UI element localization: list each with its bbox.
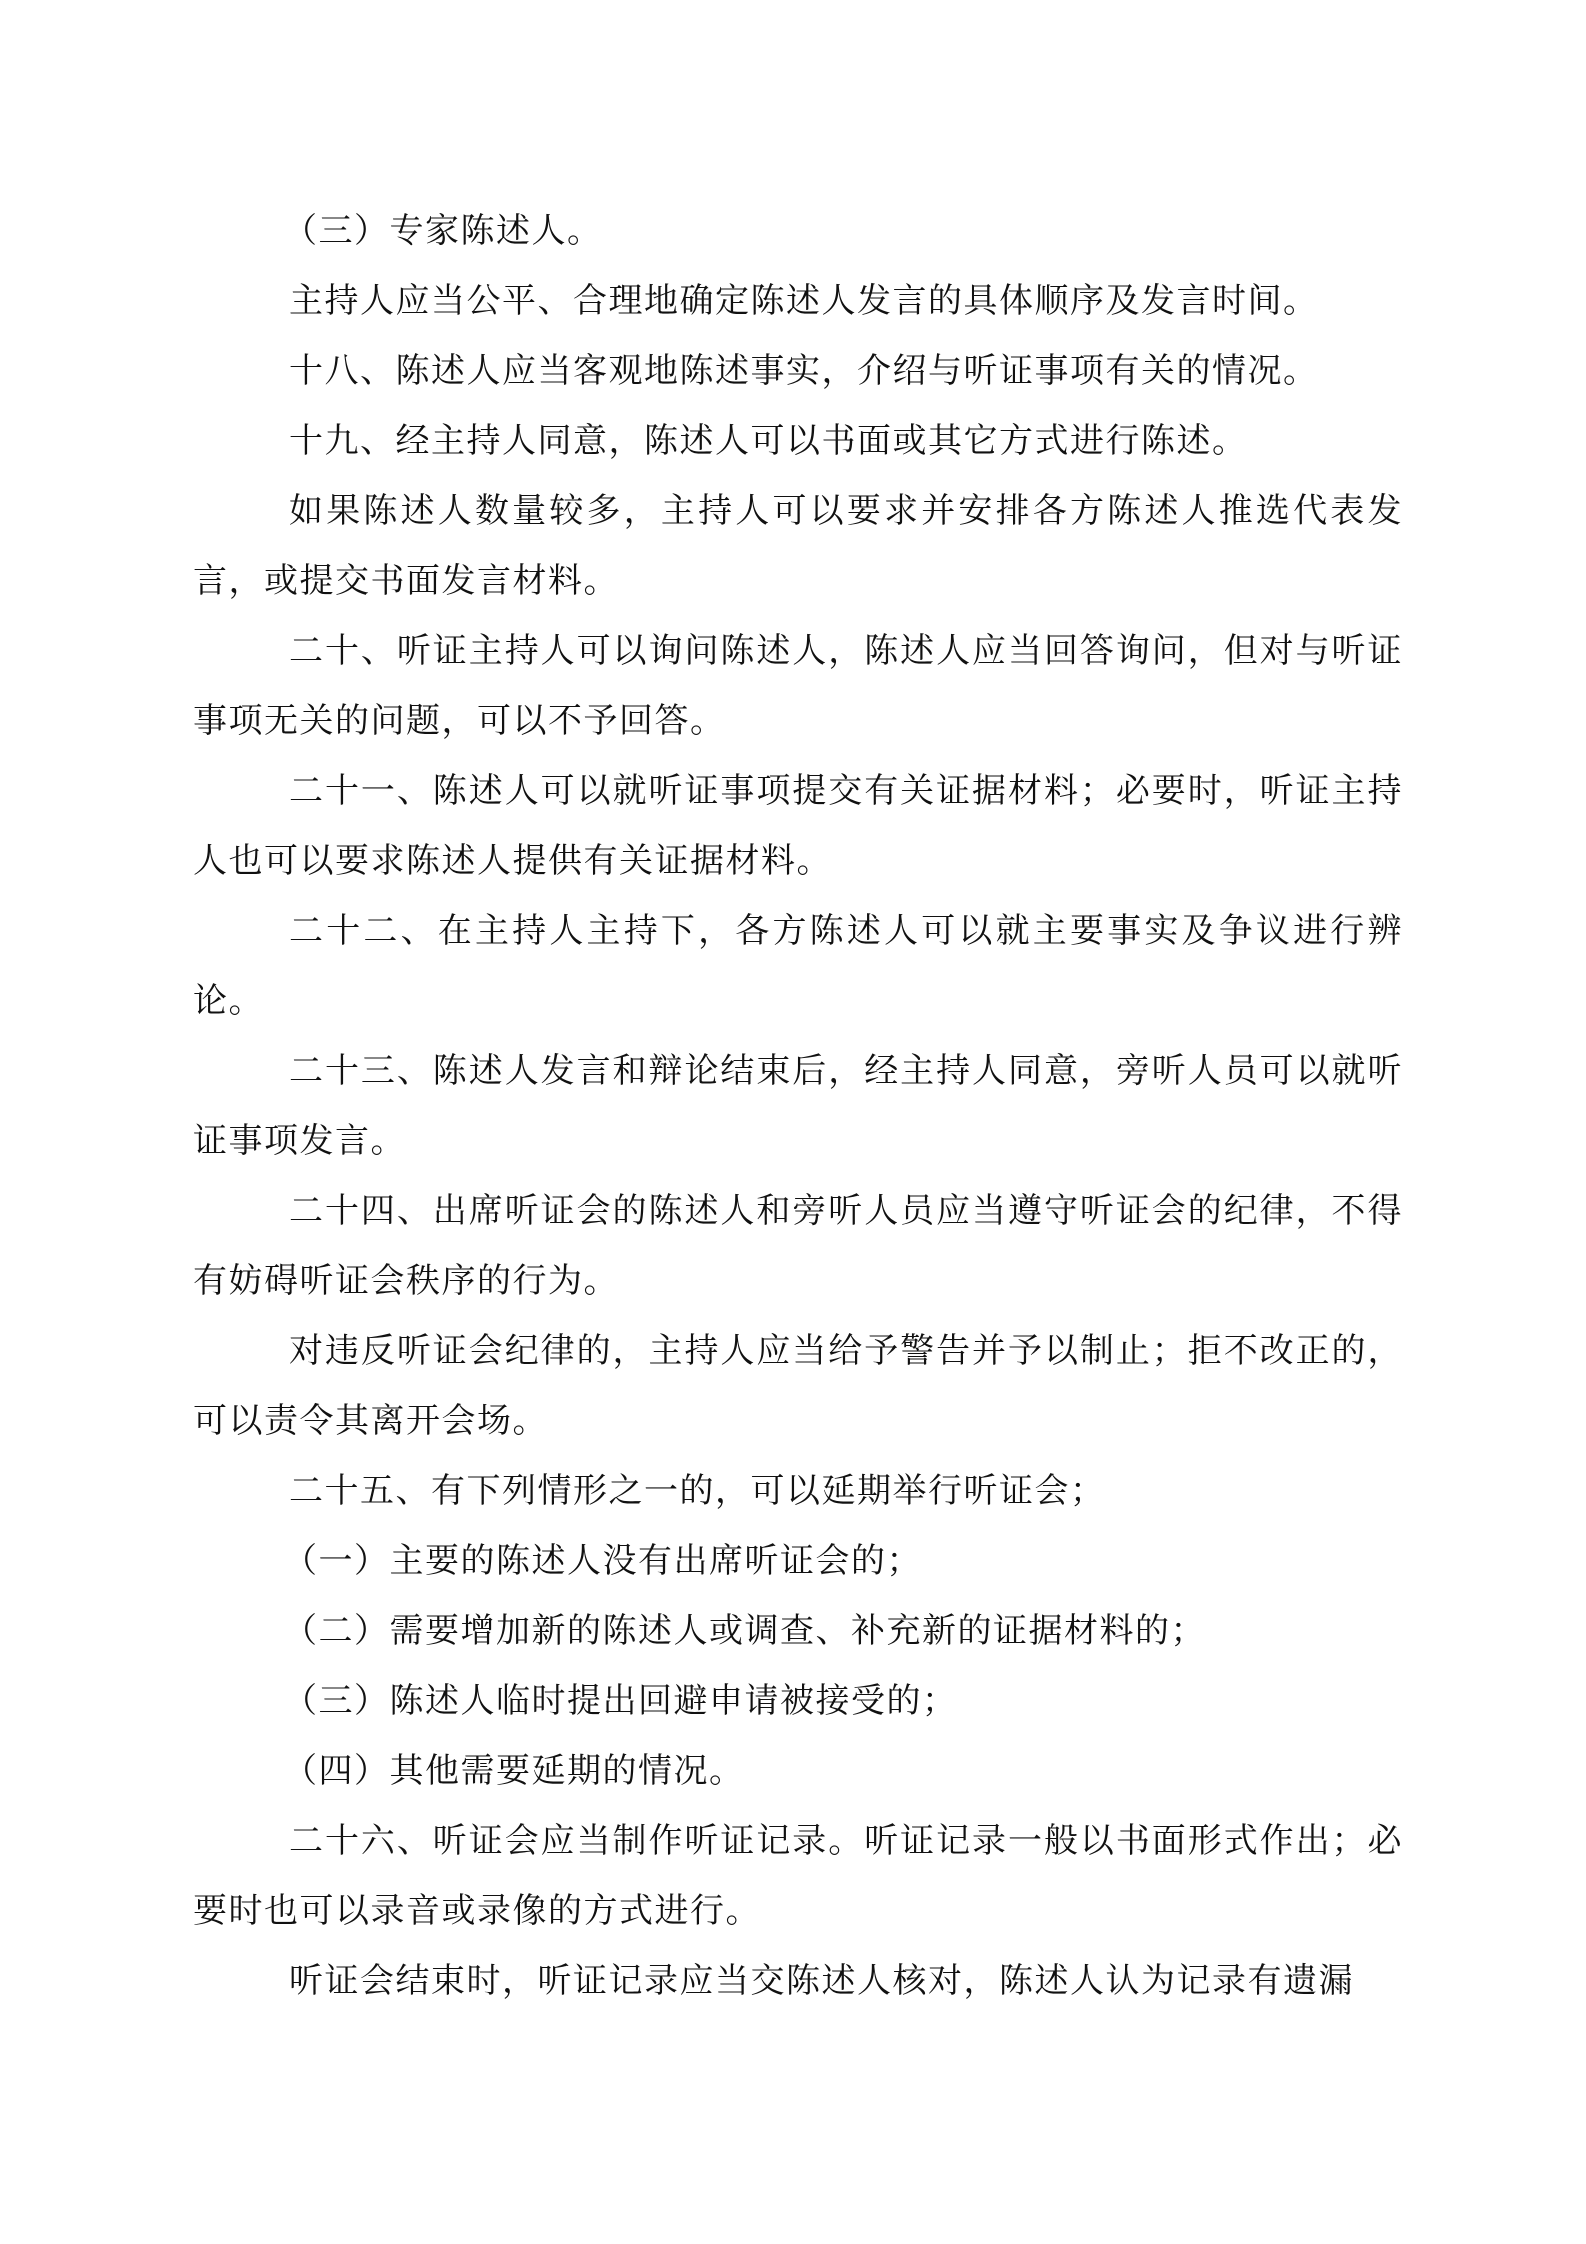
paragraph: 二十四、出席听证会的陈述人和旁听人员应当遵守听证会的纪律，不得有妨碍听证会秩序的行为。 [193,1191,1403,1301]
paragraph: 十九、经主持人同意，陈述人可以书面或其它方式进行陈述。 [289,421,1248,461]
paragraph: （三）专家陈述人。 [283,211,603,251]
document-body [193,196,1403,2016]
paragraph: 主持人应当公平、合理地确定陈述人发言的具体顺序及发言时间。 [289,281,1319,321]
paragraph: （一）主要的陈述人没有出席听证会的； [283,1541,922,1581]
paragraph: 二十五、有下列情形之一的，可以延期举行听证会； [289,1471,1106,1511]
paragraph: （三）陈述人临时提出回避申请被接受的； [283,1681,958,1721]
paragraph: 十八、陈述人应当客观地陈述事实，介绍与听证事项有关的情况。 [289,351,1319,391]
paragraph: （二）需要增加新的陈述人或调查、补充新的证据材料的； [283,1611,1206,1651]
paragraph: 对违反听证会纪律的，主持人应当给予警告并予以制止；拒不改正的，可以责令其离开会场。 [193,1331,1403,1441]
paragraph: 二十六、听证会应当制作听证记录。听证记录一般以书面形式作出；必要时也可以录音或录像的方式进行。 [193,1821,1403,1931]
paragraph: （四）其他需要延期的情况。 [283,1751,745,1791]
paragraph: 如果陈述人数量较多，主持人可以要求并安排各方陈述人推选代表发言，或提交书面发言材料。 [193,491,1403,601]
paragraph: 二十二、在主持人主持下，各方陈述人可以就主要事实及争议进行辨论。 [193,911,1403,1021]
paragraph: 听证会结束时，听证记录应当交陈述人核对，陈述人认为记录有遗漏 [289,1961,1354,2001]
paragraph: 二十三、陈述人发言和辩论结束后，经主持人同意，旁听人员可以就听证事项发言。 [193,1051,1403,1161]
paragraph: 二十一、陈述人可以就听证事项提交有关证据材料；必要时，听证主持人也可以要求陈述人提供有关证据材料。 [193,771,1403,881]
paragraph: 二十、听证主持人可以询问陈述人，陈述人应当回答询问，但对与听证事项无关的问题，可以不予回答。 [193,631,1403,741]
